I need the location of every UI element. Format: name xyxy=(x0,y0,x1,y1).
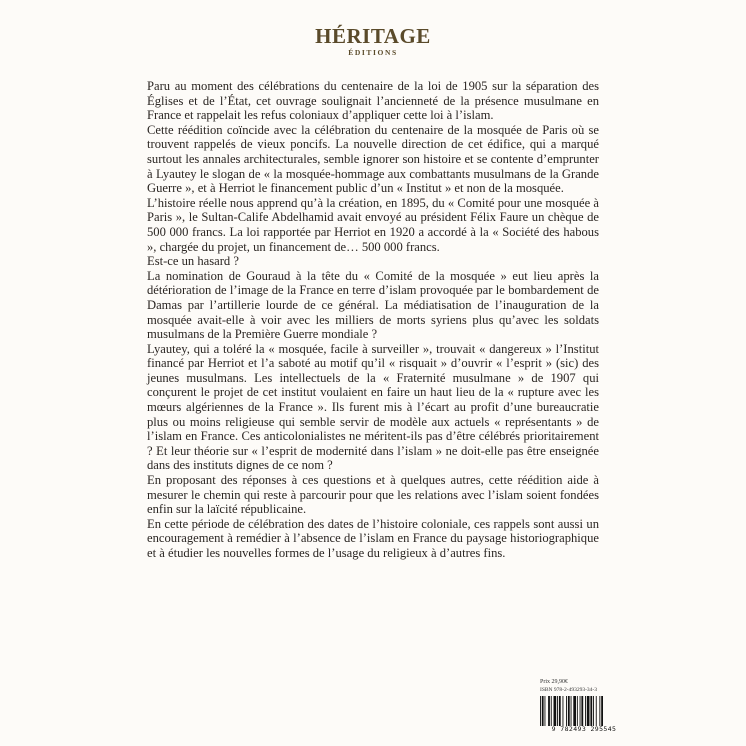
publisher-name: HÉRITAGE xyxy=(315,24,431,48)
blurb-paragraph: Lyautey, qui a toléré la « mosquée, facile à surveiller », trouvait « dangereux » l’Institut financé par Herriot et l’a saboté au motif qu’il « risquait » d’ouvrir « l’esprit » (sic) des jeunes musulmans. Les intellectuels de la « Fraternité musulmane » de 1907 qui conçurent le projet de cet institut voulaient en faire un haut lieu de la « rupture avec les mœurs algériennes de la France ». Ils furent mis à l’écart au profit d’une bureaucratie plus ou moins religieuse qui semble servir de modèle aux actuels « représentants » de l’islam en France. Ces anticolonialistes ne méritent-ils pas d’être célébrés prioritairement ? Et leur théorie sur « l’esprit de modernité dans l’islam » ne doit-elle pas être enseignée dans des instituts dignes de ce nom ? xyxy=(147,341,599,473)
price-label: Prix 29,90€ xyxy=(540,679,569,685)
blurb-paragraph: La nomination de Gouraud à la tête du « Comité de la mosquée » eut lieu après la détérioration de l’image de la France en terre d’islam provoquée par le bombardement de Damas par l’artillerie lourde de ce général. La médiatisation de l’inauguration de la mosquée avait-elle à voir avec les milliers de morts syriens plus qu’avec les soldats musulmans de la Première Guerre mondiale ? xyxy=(147,268,599,342)
publisher-subtitle: ÉDITIONS xyxy=(348,48,398,57)
publisher-logo xyxy=(0,26,746,57)
blurb-paragraph: Cette réédition coïncide avec la célébration du centenaire de la mosquée de Paris où se trouvent rappelés de vieux poncifs. La nouvelle direction de cet édifice, qui a marqué surtout les annales architecturales, semble ignorer son histoire et se contente d’emprunter à Lyautey le slogan de « la mosquée-hommage aux combattants musulmans de la Grande Guerre », et à Herriot le financement public d’un « Institut » et non de la mosquée. xyxy=(147,122,599,196)
barcode-icon xyxy=(538,696,630,726)
blurb-paragraph: En proposant des réponses à ces questions et à quelques autres, cette réédition aide à mesurer le chemin qui reste à parcourir pour que les relations avec l’islam soient fondées enfin sur la laïcité républicaine. xyxy=(147,473,599,517)
blurb-paragraph: Paru au moment des célébrations du centenaire de la loi de 1905 sur la séparation des Églises et de l’État, cet ouvrage soulignait l’ancienneté de la présence musulmane en France et rappelait les refus coloniaux d’appliquer cette loi à l’islam. xyxy=(147,79,599,123)
blurb-paragraph: Est-ce un hasard ? xyxy=(147,254,239,269)
blurb-text xyxy=(147,79,599,561)
barcode-digits: 9 782493 295545 xyxy=(551,725,617,733)
isbn-label: ISBN 978-2-493293-34-3 xyxy=(540,687,597,693)
blurb-paragraph: En cette période de célébration des dates de l’histoire coloniale, ces rappels sont aussi un encouragement à remédier à l’absence de l’islam en France du paysage historiographique et à étudier les nouvelles formes de l’usage du religieux à d’autres fins. xyxy=(147,516,599,560)
blurb-paragraph: L’histoire réelle nous apprend qu’à la création, en 1895, du « Comité pour une mosquée à Paris », le Sultan-Calife Abdelhamid avait envoyé au président Félix Faure un chèque de 500 000 francs. La loi rapportée par Herriot en 1920 a accordé à la « Société des habous », chargée du projet, un financement de… 500 000 francs. xyxy=(147,195,599,254)
